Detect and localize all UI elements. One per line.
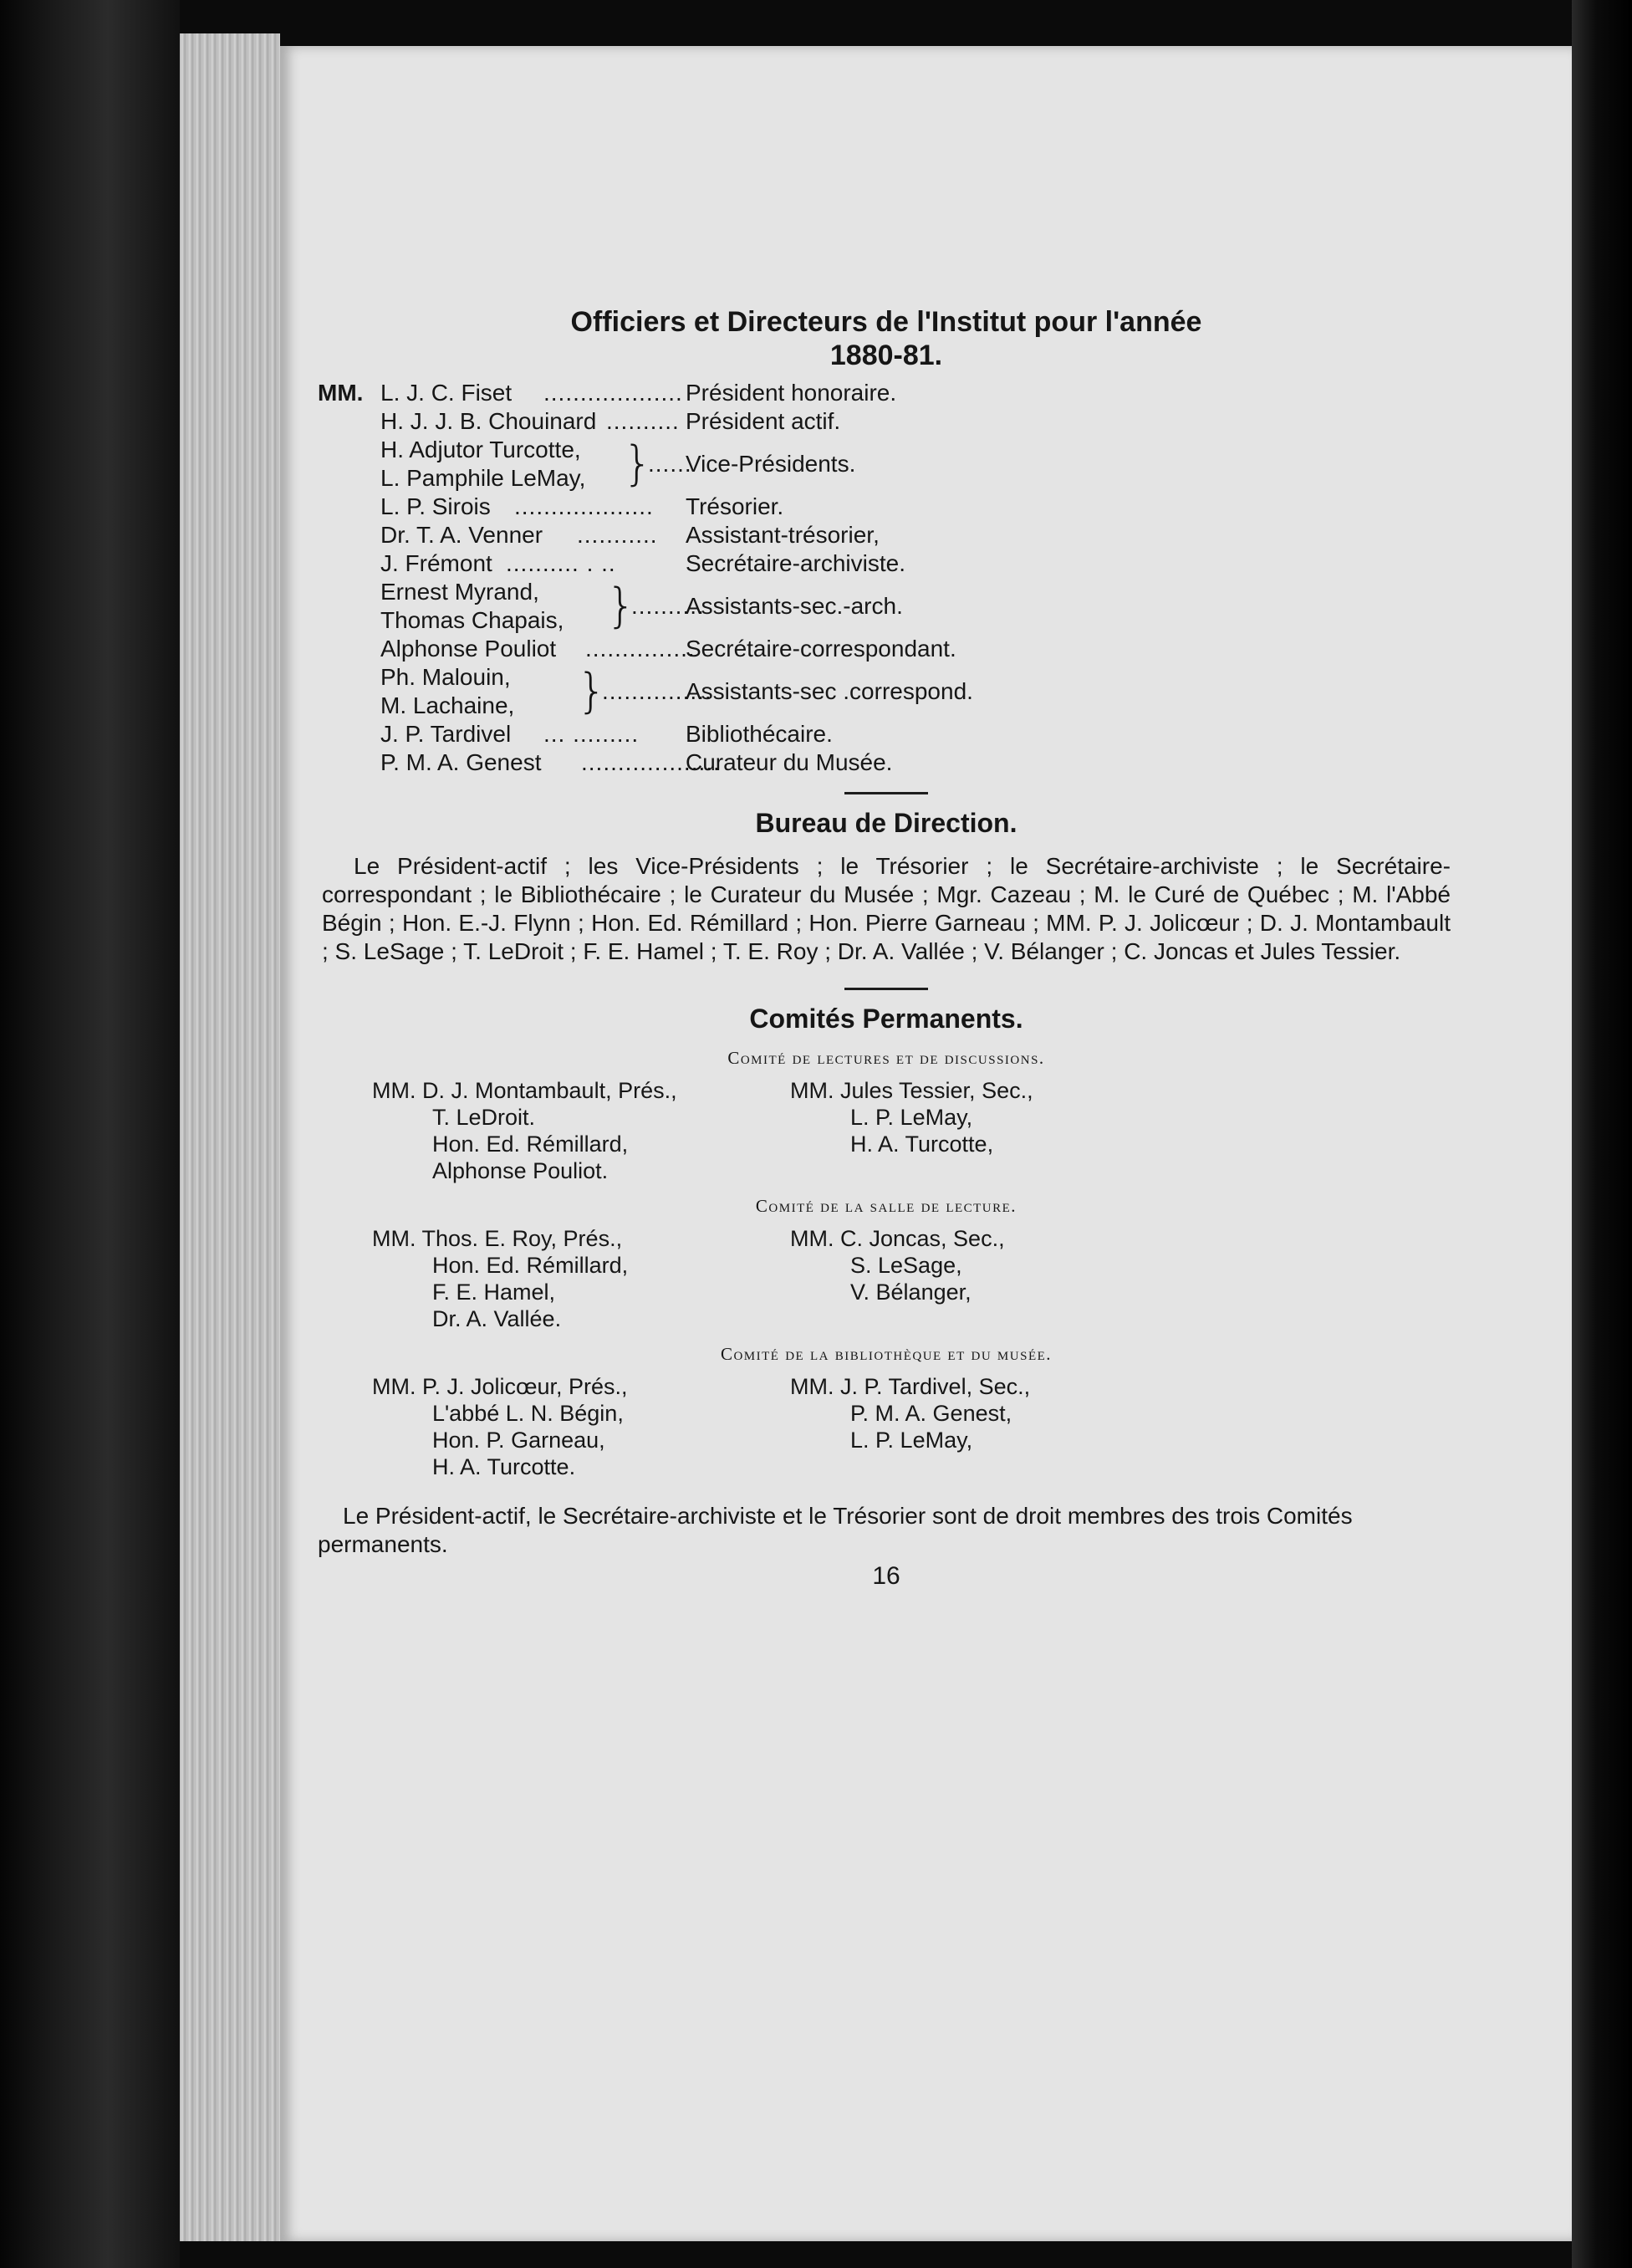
officer-name: Ph. Malouin, xyxy=(380,664,511,690)
member: L'abbé L. N. Bégin, xyxy=(432,1401,624,1426)
member xyxy=(790,1157,1141,1184)
leader-dots: ... ......... xyxy=(543,721,640,747)
member: MM. D. J. Montambault, Prés., xyxy=(372,1078,677,1103)
officer-row xyxy=(318,493,1455,521)
mm-prefix: MM. xyxy=(318,380,364,406)
committee-reading-room xyxy=(318,1196,1455,1332)
section-divider xyxy=(844,792,928,794)
group-names xyxy=(380,663,577,720)
leader-dots: ...... xyxy=(648,451,692,477)
officer-name: Ernest Myrand, xyxy=(380,579,539,605)
section-divider xyxy=(844,988,928,990)
page-content xyxy=(318,305,1455,1591)
brace-icon: } xyxy=(623,437,653,491)
leader-dots: ................... xyxy=(543,380,683,406)
leader-dots: ................... xyxy=(514,493,654,519)
facing-page-edge xyxy=(1572,0,1632,2268)
assistants-archivist-group xyxy=(318,578,1455,635)
officer-row xyxy=(318,748,1455,777)
page-title xyxy=(318,305,1455,372)
officer-name: L. J. C. Fiset xyxy=(380,380,513,406)
member: S. LeSage, xyxy=(850,1253,962,1278)
leader-dots: ................... xyxy=(581,749,721,775)
committee-members xyxy=(372,1373,1455,1480)
officer-row xyxy=(318,379,1455,407)
officer-name: L. P. Sirois xyxy=(380,493,491,519)
officer-title: Assistant-trésorier, xyxy=(686,522,880,548)
leader-dots: ........... xyxy=(577,522,658,548)
page-number: 16 xyxy=(872,1562,900,1590)
officer-title: Trésorier. xyxy=(686,493,784,519)
group-names xyxy=(380,578,606,635)
committee-lectures xyxy=(318,1048,1455,1184)
member: V. Bélanger, xyxy=(850,1280,972,1305)
officer-row xyxy=(318,635,1455,663)
member: MM. Jules Tessier, Sec., xyxy=(790,1078,1033,1103)
officer-row xyxy=(318,549,1455,578)
group-names xyxy=(380,436,623,493)
officer-title: Assistants-sec.-arch. xyxy=(686,593,903,619)
bureau-paragraph: Le Président-actif ; les Vice-Présidents ; le Trésorier ; le Secrétaire-archiviste ; le Secrétaire-correspondant ; le Bibliothécaire ; le Curateur du Musée ; Mgr. Cazeau ; M. le Curé de Québec ; M. l'Abbé Bégin ; Hon. E.-J. Flynn ; Hon. Ed. Rémillard ; Hon. Pierre Garneau ; MM. P. J. Jolicœur ; D. J. Montambault ; S. LeSage ; T. LeDroit ; F. E. Hamel ; T. E. Roy ; Dr. A. Vallée ; V. Bélanger ; C. Joncas et Jules Tessier. xyxy=(322,853,1451,964)
officer-name: H. J. J. B. Chouinard xyxy=(380,408,597,434)
officer-name: Dr. T. A. Venner xyxy=(380,522,543,548)
member: Hon. Ed. Rémillard, xyxy=(432,1131,629,1157)
member xyxy=(790,1453,1141,1480)
page-edges xyxy=(180,33,280,2241)
committee-library-museum xyxy=(318,1344,1455,1480)
member: P. M. A. Genest, xyxy=(850,1401,1012,1426)
assistants-correspondent-group xyxy=(318,663,1455,720)
officer-row xyxy=(318,407,1455,436)
officer-title: Président honoraire. xyxy=(686,380,897,406)
officer-name: Thomas Chapais, xyxy=(380,607,564,633)
comites-heading: Comités Permanents. xyxy=(749,1004,1023,1034)
committee-title: Comité de la salle de lecture. xyxy=(755,1196,1017,1216)
member: L. P. LeMay, xyxy=(850,1105,973,1130)
title-line-2: 1880-81. xyxy=(829,340,943,371)
committee-title: Comité de lectures et de discussions. xyxy=(727,1048,1045,1068)
officer-name: J. Frémont xyxy=(380,550,492,576)
title-line-1: Officiers et Directeurs de l'Institut pour l'année xyxy=(570,306,1202,338)
book-spine xyxy=(0,0,180,2268)
member: Dr. A. Vallée. xyxy=(432,1306,562,1331)
officer-title: Assistants-sec .correspond. xyxy=(686,678,973,704)
officer-row xyxy=(318,521,1455,549)
brace-icon: } xyxy=(606,579,636,633)
member: MM. C. Joncas, Sec., xyxy=(790,1226,1005,1251)
committee-members xyxy=(372,1225,1455,1332)
member: MM. P. J. Jolicœur, Prés., xyxy=(372,1374,628,1399)
officer-name: H. Adjutor Turcotte, xyxy=(380,437,581,462)
officer-title: Secrétaire-correspondant. xyxy=(686,636,956,662)
member: T. LeDroit. xyxy=(432,1105,536,1130)
bureau-heading: Bureau de Direction. xyxy=(755,808,1017,838)
vice-presidents-group xyxy=(318,436,1455,493)
officers-list xyxy=(318,379,1455,777)
officer-name: Alphonse Pouliot xyxy=(380,636,557,662)
officer-title: Curateur du Musée. xyxy=(686,749,893,775)
leader-dots: ............... xyxy=(602,678,712,704)
member: MM. J. P. Tardivel, Sec., xyxy=(790,1374,1031,1399)
officer-title: Bibliothécaire. xyxy=(686,721,833,747)
officer-row xyxy=(318,720,1455,748)
member: Hon. P. Garneau, xyxy=(432,1428,605,1453)
leader-dots: .......... . .. xyxy=(506,550,616,576)
member: H. A. Turcotte. xyxy=(432,1454,576,1479)
member: F. E. Hamel, xyxy=(432,1280,556,1305)
committee-title: Comité de la bibliothèque et du musée. xyxy=(720,1344,1053,1364)
officer-name: J. P. Tardivel xyxy=(380,721,512,747)
leader-dots: ............... xyxy=(585,636,696,662)
officer-title: Président actif. xyxy=(686,408,841,434)
member: H. A. Turcotte, xyxy=(850,1131,994,1157)
member xyxy=(790,1305,1141,1332)
officer-name: L. Pamphile LeMay, xyxy=(380,465,586,491)
officer-name: P. M. A. Genest xyxy=(380,749,542,775)
leader-dots: .......... xyxy=(606,408,680,434)
member: L. P. LeMay, xyxy=(850,1428,973,1453)
member: Hon. Ed. Rémillard, xyxy=(432,1253,629,1278)
committee-members xyxy=(372,1077,1455,1184)
brace-icon: } xyxy=(577,664,607,718)
member: MM. Thos. E. Roy, Prés., xyxy=(372,1226,623,1251)
footnote: Le Président-actif, le Secrétaire-archiviste et le Trésorier sont de droit membres des trois Comités permanents. xyxy=(318,1503,1353,1557)
officer-title: Secrétaire-archiviste. xyxy=(686,550,905,576)
officer-title: Vice-Présidents. xyxy=(686,451,856,477)
member: Alphonse Pouliot. xyxy=(432,1158,609,1183)
officer-name: M. Lachaine, xyxy=(380,692,515,718)
leader-dots: .......... xyxy=(631,593,705,619)
